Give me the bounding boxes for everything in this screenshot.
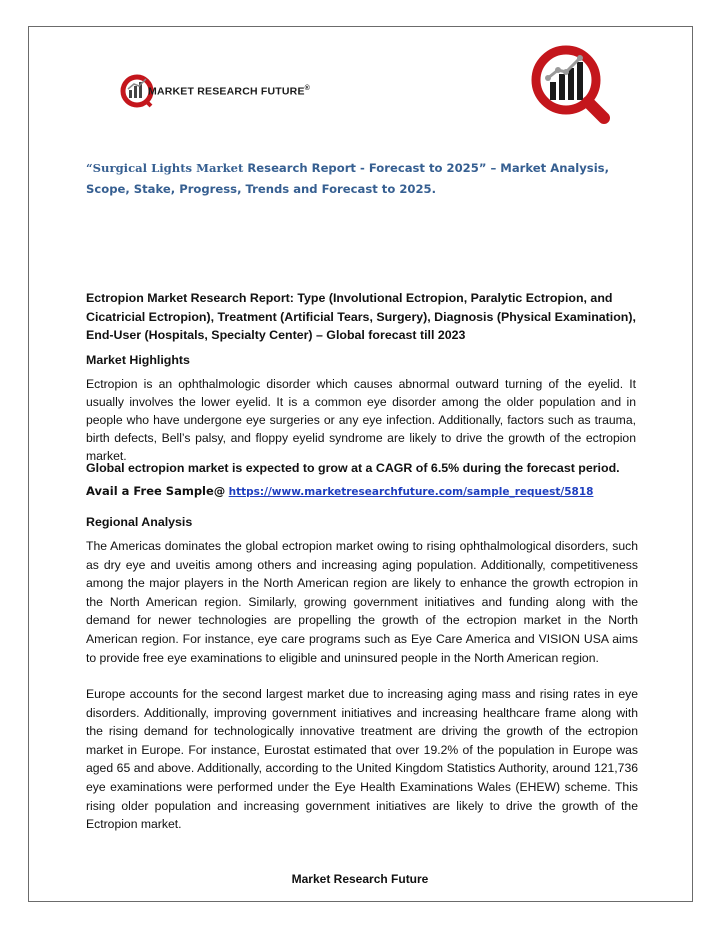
page-title: “Surgical Lights Market Research Report - Forecast to 2025” – Market Analysis, Scope, Stake, Progress, Trends and Forecast to 2025. bbox=[86, 161, 609, 196]
magnifier-chart-icon bbox=[528, 44, 614, 128]
regional-paragraph-americas: The Americas dominates the global ectropion market owing to rising ophthalmological disorders, such as dry eye and uveitis among others and increasing aging population. Additionally, competitiveness among the major players in the North American region are likely to enhance the growth ectropion in the North American region. Similarly, growing government initiatives and funding along with the demand for newer technologies are propelling the growth of the ectropion market in the North American region. For instance, eye care programs such as Eye Care America and VISION USA aims to provide free eye examinations to eligible and uninsured people in the North American region. bbox=[86, 539, 638, 665]
regional-analysis-heading: Regional Analysis bbox=[86, 515, 193, 529]
page-footer: Market Research Future bbox=[291, 872, 429, 886]
cagr-statement: Global ectropion market is expected to grow at a CAGR of 6.5% during the forecast period. bbox=[86, 461, 620, 475]
market-highlights-text: Ectropion is an ophthalmologic disorder which causes abnormal outward turning of the eyelid. It usually involves the lower eyelid. It is a common eye disorder among the older population and in people who have undergone eye surgeries or any eye infection. Additionally, factors such as trauma, birth defects, Bell’s palsy, and floppy eyelid syndrome are likely to drive the growth of the ectropion market. bbox=[86, 377, 636, 463]
free-sample-label: Avail a Free Sample@ bbox=[86, 484, 226, 498]
logo-text: MARKET RESEARCH FUTURE® bbox=[148, 85, 311, 98]
sample-request-link[interactable]: https://www.marketresearchfuture.com/sample_request/5818 bbox=[228, 486, 594, 498]
regional-paragraph-europe: Europe accounts for the second largest market due to increasing aging mass and rising rates in eye disorders. Additionally, improving government initiatives and increasing healthcare frame along with the rising demand for technologically innovative treatment are driving the growth of the ectropion market in Europe. For instance, Eurostat estimated that over 19.2% of the population in Europe was aged 65 and above. Additionally, according to the United Kingdom Statistics Authority, around 121,736 eye examinations were performed under the Eye Health Examinations Wales (EHEW) scheme. This rising older population and increasing government initiatives are likely to drive the growth of the Ectropion market. bbox=[86, 687, 638, 832]
report-heading: Ectropion Market Research Report: Type (Involutional Ectropion, Paralytic Ectropion, and Cicatricial Ectropion), Treatment (Artificial Tears, Surgery), Diagnosis (Physical Examination), End-User (Hospitals, Specialty Center) – Global forecast till 2023 bbox=[86, 291, 636, 342]
market-highlights-heading: Market Highlights bbox=[86, 353, 190, 367]
free-sample-line bbox=[86, 483, 593, 500]
